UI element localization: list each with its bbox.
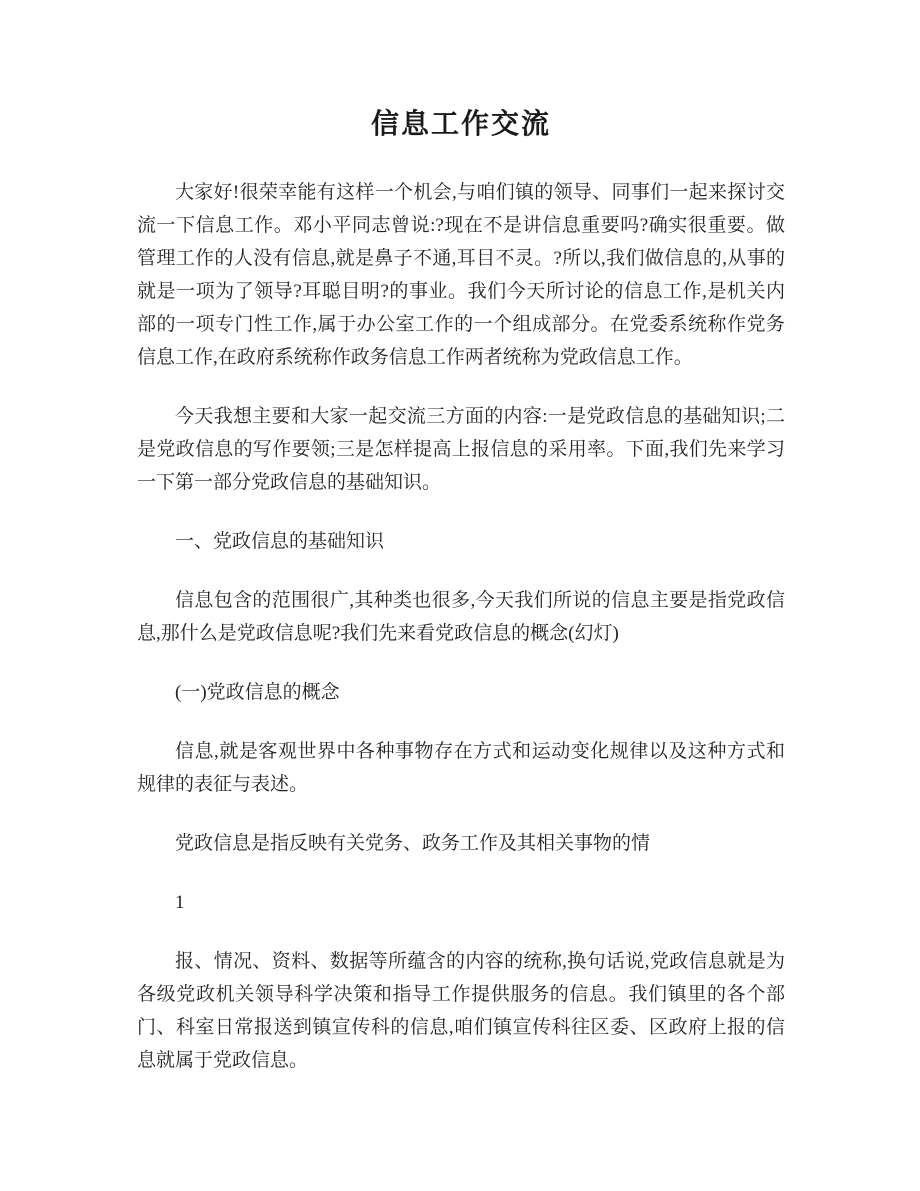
- paragraph: 党政信息是指反映有关党务、政务工作及其相关事物的情: [175, 833, 651, 854]
- paragraph: 信息,就是客观世界中各种事物存在方式和运动变化规律以及这种方式和规律的表征与表述。: [137, 741, 785, 795]
- heading-2: (一)党政信息的概念: [175, 682, 340, 703]
- paragraph: 今天我想主要和大家一起交流三方面的内容:一是党政信息的基础知识;二是党政信息的写作要领;三是怎样提高上报信息的采用率。下面,我们先来学习一下第一部分党政信息的基础知识。: [137, 406, 785, 493]
- document-body: [137, 176, 785, 1077]
- paragraph: 大家好!很荣幸能有这样一个机会,与咱们镇的领导、同事们一起来探讨交流一下信息工作。邓小平同志曾说:?现在不是讲信息重要吗?确实很重要。做管理工作的人没有信息,就是鼻子不通,耳目不灵。?所以,我们做信息的,从事的就是一项为了领导?耳聪目明?的事业。我们今天所讨论的信息工作,是机关内部的一项专门性工作,属于办公室工作的一个组成部分。在党委系统称作党务信息工作,在政府系统称作政务信息工作两者统称为党政信息工作。: [137, 182, 785, 368]
- document-title: 信息工作交流: [370, 109, 551, 140]
- paragraph: 信息包含的范围很广,其种类也很多,今天我们所说的信息主要是指党政信息,那什么是党政信息呢?我们先来看党政信息的概念(幻灯): [137, 590, 785, 644]
- heading-1: 一、党政信息的基础知识: [175, 531, 385, 552]
- page-number: 1: [175, 892, 185, 913]
- paragraph: 报、情况、资料、数据等所蕴含的内容的统称,换句话说,党政信息就是为各级党政机关领导科学决策和指导工作提供服务的信息。我们镇里的各个部门、科室日常报送到镇宣传科的信息,咱们镇宣传科往区委、区政府上报的信息就属于党政信息。: [137, 951, 785, 1071]
